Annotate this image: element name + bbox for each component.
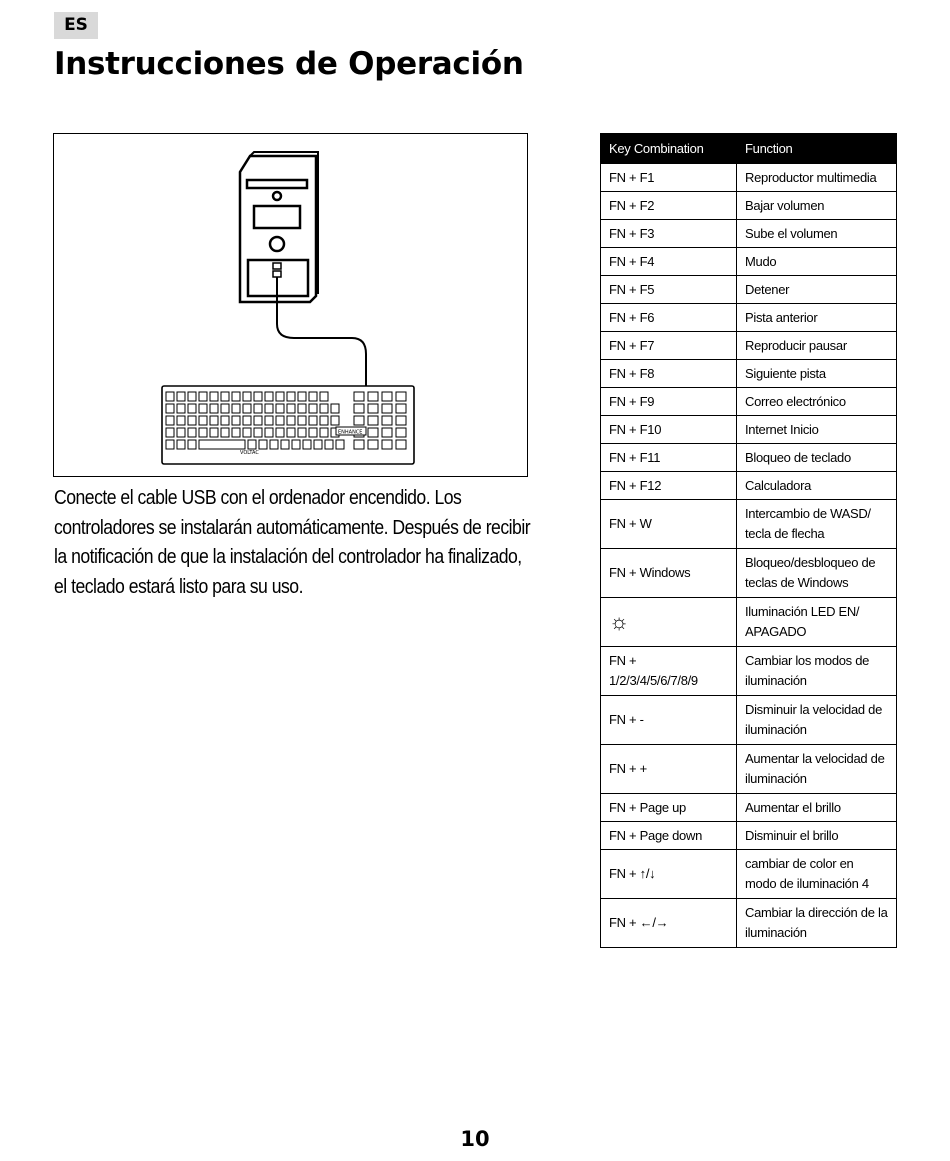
function-cell: Cambiar la dirección de la iluminación xyxy=(737,899,897,948)
function-cell: Detener xyxy=(737,276,897,304)
table-row xyxy=(601,276,897,304)
key-combination-cell: FN + F12 xyxy=(601,472,737,500)
function-cell: Aumentar la velocidad de iluminación xyxy=(737,745,897,794)
table-row xyxy=(601,696,897,745)
key-combination-cell: FN + F2 xyxy=(601,192,737,220)
intro-paragraph: Conecte el cable USB con el ordenador encendido. Los controladores se instalarán automáticamente. Después de recibir la notificación de que la instalación del controlador ha finalizado, el teclado estará listo para su uso. xyxy=(54,486,531,598)
page-title: Instrucciones de Operación xyxy=(54,46,524,82)
key-combination-cell: FN + F5 xyxy=(601,276,737,304)
table-row xyxy=(601,416,897,444)
key-combination-cell: FN + ↑/↓ xyxy=(601,850,737,899)
table-row xyxy=(601,794,897,822)
function-cell: Iluminación LED EN/ APAGADO xyxy=(737,598,897,647)
table-row xyxy=(601,248,897,276)
key-combination-table xyxy=(600,133,897,948)
key-combination-cell: FN + F10 xyxy=(601,416,737,444)
function-cell: Mudo xyxy=(737,248,897,276)
connection-illustration xyxy=(53,133,528,477)
keyboard-icon xyxy=(162,386,414,464)
key-combination-cell: FN + 1/2/3/4/5/6/7/8/9 xyxy=(601,647,737,696)
function-cell: Sube el volumen xyxy=(737,220,897,248)
function-cell: Disminuir el brillo xyxy=(737,822,897,850)
key-combination-cell: FN + + xyxy=(601,745,737,794)
table-row xyxy=(601,472,897,500)
table-row xyxy=(601,220,897,248)
function-cell: Intercambio de WASD/ tecla de flecha xyxy=(737,500,897,549)
function-cell: Cambiar los modos de iluminación xyxy=(737,647,897,696)
key-combination-cell: FN + F3 xyxy=(601,220,737,248)
table-row xyxy=(601,164,897,192)
key-combination-cell: FN + Windows xyxy=(601,549,737,598)
function-cell: Aumentar el brillo xyxy=(737,794,897,822)
function-cell: Bajar volumen xyxy=(737,192,897,220)
key-combination-cell: FN + Page down xyxy=(601,822,737,850)
table-row xyxy=(601,304,897,332)
key-combination-cell: FN + ←/→ xyxy=(601,899,737,948)
function-cell: Calculadora xyxy=(737,472,897,500)
function-cell: Siguiente pista xyxy=(737,360,897,388)
language-badge: ES xyxy=(54,12,98,39)
table-row xyxy=(601,745,897,794)
table-row xyxy=(601,360,897,388)
table-row xyxy=(601,598,897,647)
function-cell: Pista anterior xyxy=(737,304,897,332)
table-row xyxy=(601,388,897,416)
table-row xyxy=(601,192,897,220)
table-row xyxy=(601,332,897,360)
key-combination-cell: FN + F7 xyxy=(601,332,737,360)
table-row xyxy=(601,647,897,696)
function-cell: Correo electrónico xyxy=(737,388,897,416)
function-cell: Disminuir la velocidad de iluminación xyxy=(737,696,897,745)
key-combination-cell: FN + F8 xyxy=(601,360,737,388)
table-row xyxy=(601,850,897,899)
table-row xyxy=(601,822,897,850)
page-number: 10 xyxy=(460,1127,490,1151)
key-combination-cell: FN + - xyxy=(601,696,737,745)
table-row xyxy=(601,444,897,472)
key-combination-cell: FN + F6 xyxy=(601,304,737,332)
function-cell: Reproductor multimedia xyxy=(737,164,897,192)
sun-icon: ☼ xyxy=(601,598,737,647)
pc-tower-icon xyxy=(240,152,366,386)
key-combination-cell: FN + F1 xyxy=(601,164,737,192)
function-cell: Bloqueo/desbloqueo de teclas de Windows xyxy=(737,549,897,598)
key-combination-cell: FN + W xyxy=(601,500,737,549)
function-cell: cambiar de color en modo de iluminación 4 xyxy=(737,850,897,899)
table-row xyxy=(601,899,897,948)
table-row xyxy=(601,549,897,598)
function-cell: Internet Inicio xyxy=(737,416,897,444)
header-function: Function xyxy=(737,134,897,164)
function-cell: Bloqueo de teclado xyxy=(737,444,897,472)
function-cell: Reproducir pausar xyxy=(737,332,897,360)
key-combination-cell: FN + F11 xyxy=(601,444,737,472)
key-combination-cell: FN + F9 xyxy=(601,388,737,416)
header-key-combination: Key Combination xyxy=(601,134,737,164)
pc-keyboard-diagram xyxy=(54,134,527,476)
key-combination-cell: FN + F4 xyxy=(601,248,737,276)
key-combination-cell: FN + Page up xyxy=(601,794,737,822)
keyboard-badge-label: ENHANCE xyxy=(338,429,363,436)
table-row xyxy=(601,500,897,549)
table-header-row xyxy=(601,134,897,164)
keyboard-brand-label: VOLTAC xyxy=(240,450,259,456)
